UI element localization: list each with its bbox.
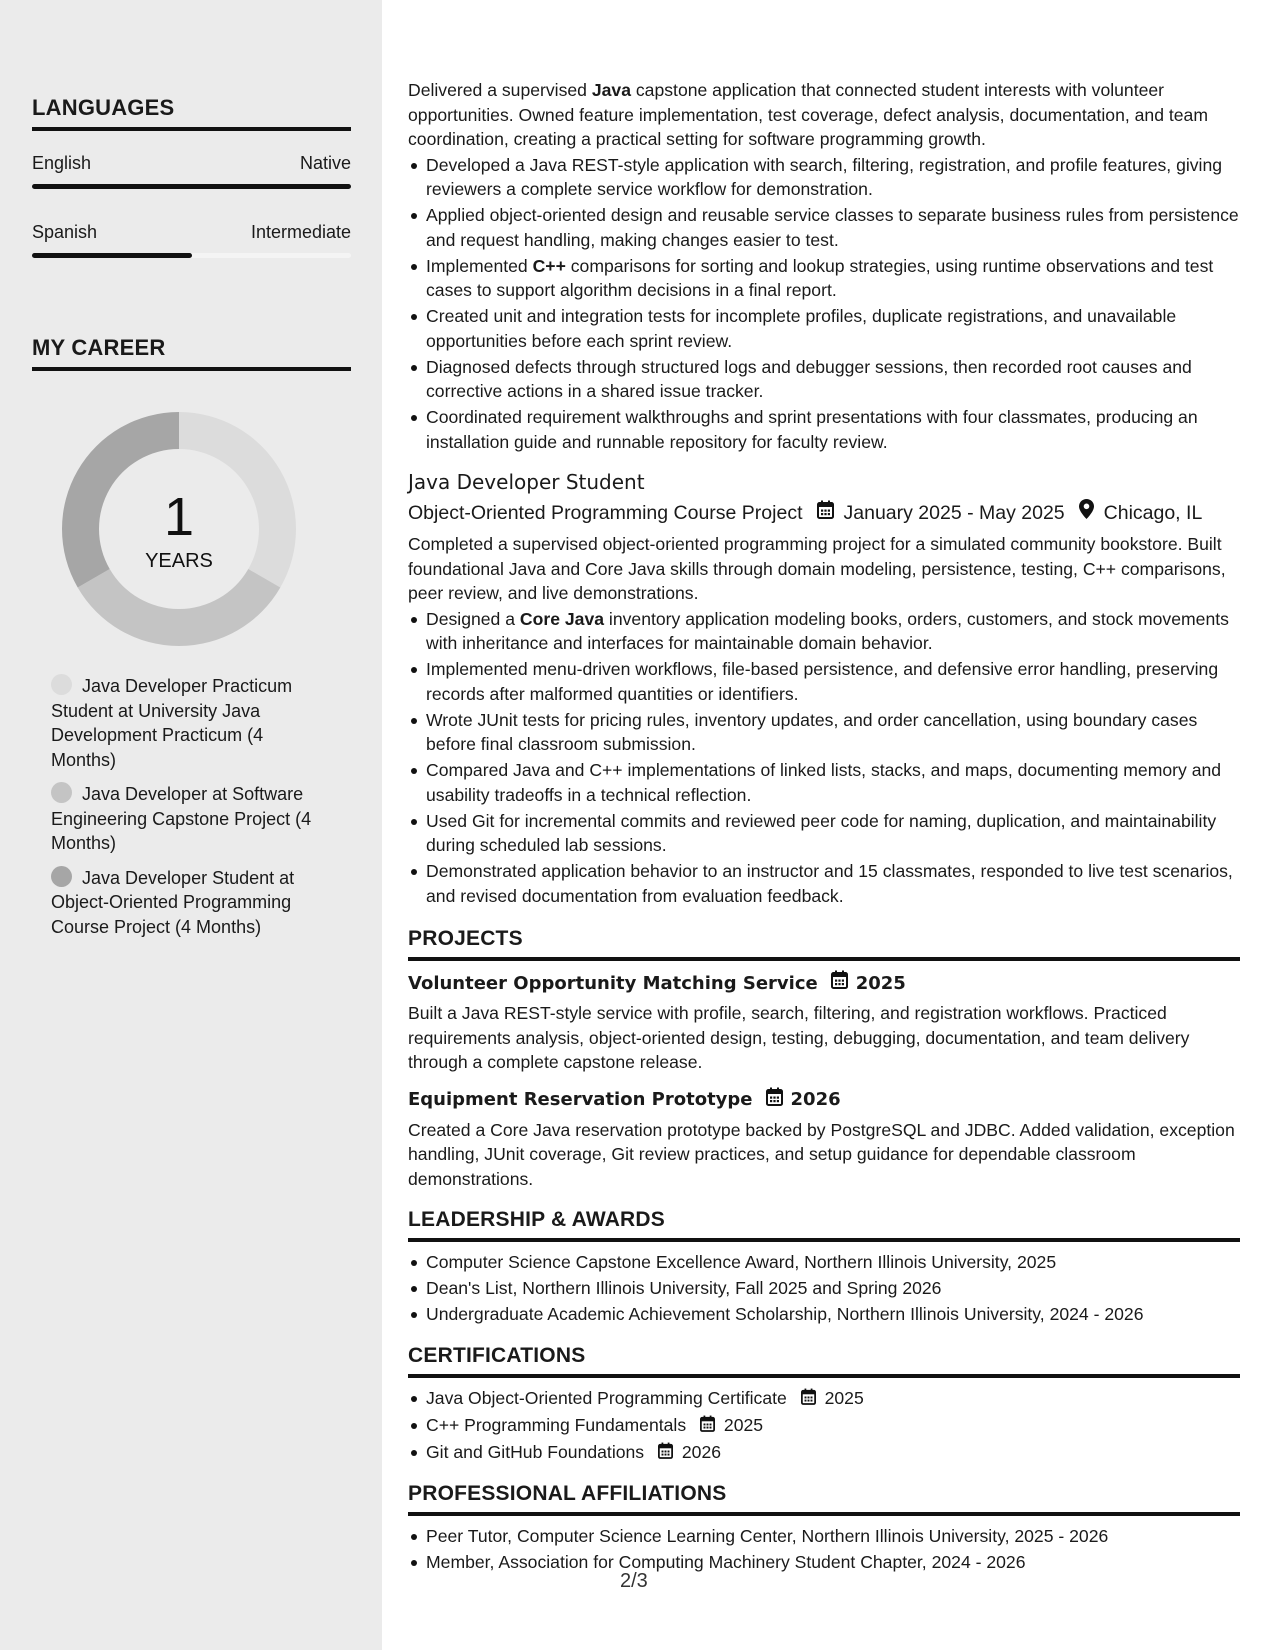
certification-item	[408, 1386, 1240, 1412]
awards-list	[408, 1250, 1240, 1327]
career-legend-label: Java Developer Student at Object-Oriented Programming Course Project (4 Months)	[51, 867, 295, 937]
certifications-list	[408, 1386, 1240, 1466]
bullet-item: Applied object-oriented design and reusable service classes to separate business rules from persistence and request handling, making changes easier to test.	[408, 203, 1240, 252]
affiliations-heading: PROFESSIONAL AFFILIATIONS	[408, 1481, 1240, 1516]
certification-item	[408, 1413, 1240, 1439]
text-run: inventory application modeling books, orders, customers, and stock movements with inheritance and interfaces for maintainable domain behavior.	[426, 608, 1229, 653]
certification-year: 2025	[824, 1387, 864, 1408]
text-run: capstone application that connected student interests with volunteer opportunities. Owned feature implementation, test coverage, defect analysis, documentation, and team coordination, creating a practical setting for software programming growth.	[408, 80, 1209, 149]
keyword-highlight: Core Java	[519, 608, 605, 629]
language-level: Native	[299, 153, 351, 173]
text-run: Implemented	[426, 255, 533, 276]
bullet-item: Used Git for incremental commits and reviewed peer code for naming, duplication, and maintainability during scheduled lab sessions.	[408, 809, 1240, 858]
project-description: Built a Java REST-style service with profile, search, filtering, and registration workflows. Practiced requirements analysis, object-oriented design, testing, debugging, documentation, and team delivery through a complete capstone release.	[408, 1003, 1190, 1072]
experience-bullets	[408, 153, 1240, 455]
bullet-item: Demonstrated application behavior to an instructor and 15 classmates, responded to live test scenarios, and revised documentation from evaluation feedback.	[408, 859, 1240, 908]
career-heading: MY CAREER	[32, 335, 351, 371]
career-total-number: 1	[163, 487, 195, 547]
map-pin-icon	[1079, 499, 1094, 526]
project-title-row	[408, 970, 1240, 997]
job-organization: Object-Oriented Programming Course Project	[408, 501, 803, 524]
project-year: 2025	[855, 972, 906, 994]
main-content	[408, 78, 1240, 1576]
career-legend-item	[51, 866, 331, 940]
keyword-highlight: Java	[591, 80, 631, 100]
sidebar	[0, 0, 382, 1650]
certification-year: 2026	[681, 1441, 722, 1462]
text-run: Delivered a supervised	[408, 80, 592, 100]
bullet-item: Developed a Java REST-style application with search, filtering, registration, and profile features, giving reviewers a complete service workflow for demonstration.	[408, 153, 1240, 202]
project-title: Volunteer Opportunity Matching Service	[408, 972, 818, 994]
career-legend-label: Java Developer Practicum Student at University Java Development Practicum (4 Months)	[51, 676, 293, 770]
bullet-item: Coordinated requirement walkthroughs and sprint presentations with four classmates, producing an installation guide and runnable repository for faculty review.	[408, 405, 1240, 454]
calendar-icon	[658, 1441, 673, 1466]
job-description: Completed a supervised object-oriented programming project for a simulated community bookstore. Built foundational Java and Core Java skills through domain modeling, persistence, testing, C++ comparisons, peer review, and live demonstrations.	[408, 534, 1226, 603]
bullet-item: Wrote JUnit tests for pricing rules, inventory updates, and order cancellation, using boundary cases before final classroom submission.	[408, 708, 1240, 757]
language-name: Spanish	[32, 222, 98, 242]
certification-name: C++ Programming Fundamentals	[426, 1414, 687, 1435]
job-dates: January 2025 - May 2025	[843, 501, 1065, 524]
legend-swatch	[51, 866, 72, 887]
language-bar-fill	[32, 184, 351, 189]
keyword-highlight: C++	[532, 255, 566, 276]
affiliation-item: Peer Tutor, Computer Science Learning Center, Northern Illinois University, 2025 - 2026	[408, 1524, 1240, 1549]
career-legend-item	[51, 782, 331, 856]
page-indicator: 2/3	[620, 1570, 648, 1592]
calendar-icon	[831, 970, 848, 997]
donut-segment	[78, 569, 281, 646]
language-bar-spanish	[32, 253, 351, 258]
award-item: Undergraduate Academic Achievement Scholarship, Northern Illinois University, 2024 - 2026	[408, 1302, 1240, 1327]
certification-year: 2025	[723, 1414, 764, 1435]
language-level: Intermediate	[250, 222, 351, 242]
affiliations-list	[408, 1524, 1240, 1575]
bullet-item: Compared Java and C++ implementations of linked lists, stacks, and maps, documenting memory and usability tradeoffs in a technical reflection.	[408, 758, 1240, 807]
legend-swatch	[51, 782, 72, 803]
bullet-item: Created unit and integration tests for incomplete profiles, duplicate registrations, and unavailable opportunities before each sprint review.	[408, 304, 1240, 353]
career-legend-label: Java Developer at Software Engineering Capstone Project (4 Months)	[51, 784, 312, 853]
job-meta	[408, 499, 1240, 526]
text-run: Designed a	[426, 608, 520, 629]
career-donut-chart	[62, 412, 296, 646]
calendar-icon	[766, 1087, 783, 1114]
calendar-icon	[700, 1414, 715, 1439]
bullet-item: Diagnosed defects through structured logs and debugger sessions, then recorded root causes and corrective actions in a shared issue tracker.	[408, 355, 1240, 404]
legend-swatch	[51, 674, 72, 695]
career-legend-item	[51, 674, 331, 772]
language-row-english	[32, 153, 351, 174]
bullet-item	[408, 254, 1240, 303]
affiliation-item: Member, Association for Computing Machinery Student Chapter, 2024 - 2026	[408, 1550, 1240, 1575]
calendar-icon	[817, 500, 834, 526]
language-row-spanish	[32, 222, 351, 243]
text-run: comparisons for sorting and lookup strategies, using runtime observations and test cases to support algorithm decisions in a final report.	[426, 255, 1214, 300]
certification-item	[408, 1440, 1240, 1466]
project-title: Equipment Reservation Prototype	[408, 1089, 753, 1110]
language-name: English	[32, 153, 92, 173]
project-year: 2026	[790, 1089, 841, 1110]
language-bar-english	[32, 184, 351, 189]
experience-description	[408, 78, 1240, 152]
award-item: Dean's List, Northern Illinois University, Fall 2025 and Spring 2026	[408, 1276, 1240, 1301]
projects-heading: PROJECTS	[408, 926, 1240, 961]
job-title: Java Developer Student	[408, 470, 645, 494]
languages-heading: LANGUAGES	[32, 95, 351, 131]
bullet-item	[408, 607, 1240, 656]
project-title-row	[408, 1087, 1240, 1114]
job-bullets	[408, 607, 1240, 909]
certifications-heading: CERTIFICATIONS	[408, 1343, 1240, 1378]
awards-heading: LEADERSHIP & AWARDS	[408, 1207, 1240, 1242]
language-bar-fill	[32, 253, 192, 258]
career-legend	[51, 674, 331, 949]
calendar-icon	[801, 1387, 816, 1412]
bullet-item: Implemented menu-driven workflows, file-based persistence, and defensive error handling, preserving records after malformed quantities or identifiers.	[408, 657, 1240, 706]
certification-name: Git and GitHub Foundations	[426, 1441, 645, 1462]
award-item: Computer Science Capstone Excellence Award, Northern Illinois University, 2025	[408, 1250, 1240, 1275]
career-total-unit: YEARS	[145, 550, 213, 572]
project-description: Created a Core Java reservation prototype backed by PostgreSQL and JDBC. Added validation, exception handling, JUnit coverage, Git review practices, and setup guidance for dependable classroom demonstrations.	[408, 1119, 1235, 1189]
certification-name: Java Object-Oriented Programming Certificate	[426, 1387, 787, 1408]
job-location: Chicago, IL	[1103, 501, 1203, 524]
